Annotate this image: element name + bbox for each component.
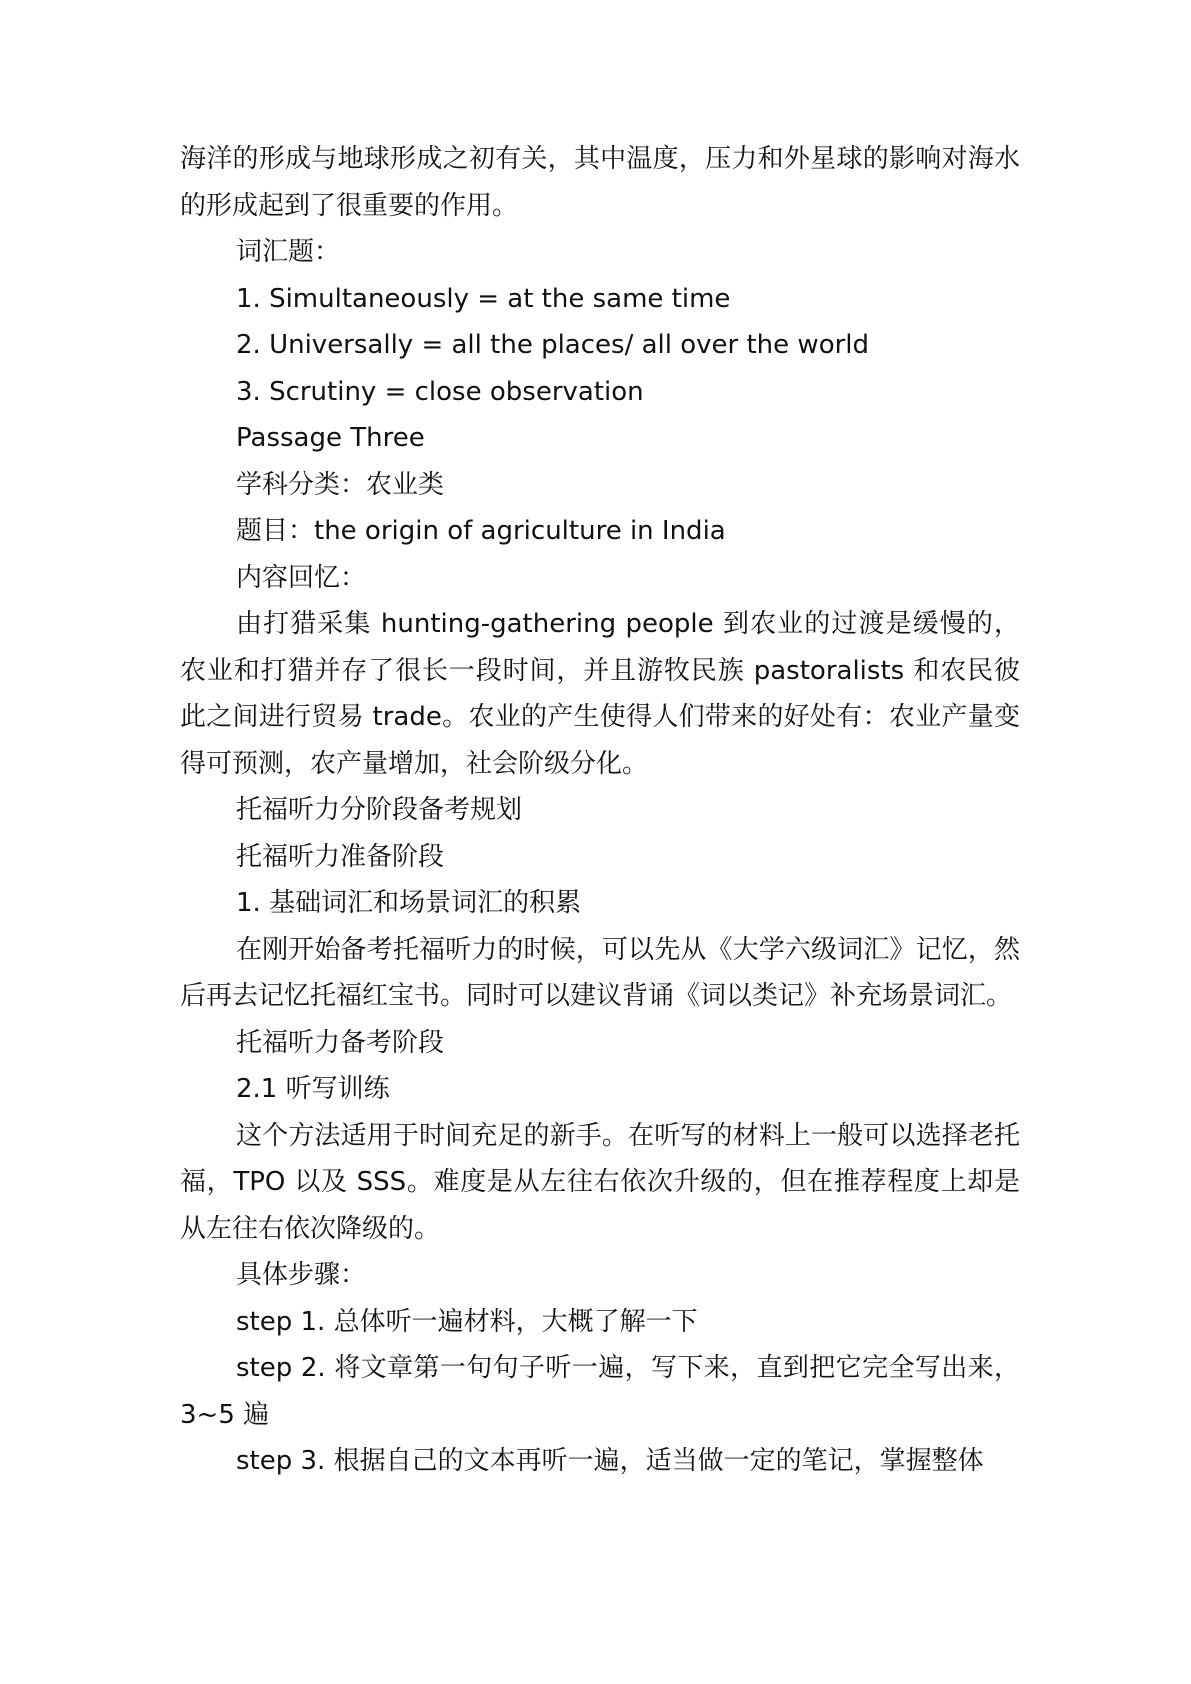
- passage-topic: 题目：the origin of agriculture in India: [236, 516, 726, 546]
- step-3: step 3. 根据自己的文本再听一遍，适当做一定的笔记，掌握整体: [236, 1446, 984, 1476]
- paragraph-vocabulary-advice: 在刚开始备考托福听力的时候，可以先从《大学六级词汇》记忆，然后再去记忆托福红宝书。同时可以建议背诵《词以类记》补充场景词汇。: [180, 934, 1020, 1011]
- vocabulary-item-3: 3. Scrutiny = close observation: [236, 376, 644, 407]
- step-1: step 1. 总体听一遍材料，大概了解一下: [236, 1306, 698, 1337]
- passage-three-heading: Passage Three: [236, 423, 425, 453]
- document-body: [180, 136, 1020, 1485]
- subheading-dictation-training: 2.1 听写训练: [236, 1074, 390, 1104]
- vocabulary-item-2: 2. Universally = all the places/ all over the world: [236, 330, 870, 360]
- steps-heading: 具体步骤：: [236, 1260, 367, 1290]
- subheading-vocabulary-accumulation: 1. 基础词汇和场景词汇的积累: [236, 888, 582, 918]
- step-2: step 2. 将文章第一句句子听一遍，写下来，直到把它完全写出来，3~5 遍: [180, 1353, 1020, 1430]
- section-heading-listening-plan: 托福听力分阶段备考规划: [236, 795, 523, 825]
- subject-category: 学科分类：农业类: [236, 469, 445, 500]
- section-heading-study-stage: 托福听力备考阶段: [236, 1027, 445, 1058]
- section-heading-preparation-stage: 托福听力准备阶段: [236, 841, 445, 872]
- paragraph-dictation-materials: 这个方法适用于时间充足的新手。在听写的材料上一般可以选择老托福，TPO 以及 SSS。难度是从左往右依次升级的，但在推荐程度上却是从左往右依次降级的。: [180, 1120, 1020, 1244]
- paragraph-ocean-formation: 海洋的形成与地球形成之初有关，其中温度，压力和外星球的影响对海水的形成起到了很重要的作用。: [180, 144, 1020, 221]
- content-recall-heading: 内容回忆：: [236, 562, 367, 593]
- paragraph-vocabulary-heading: 词汇题：: [236, 237, 341, 267]
- paragraph-agriculture-summary: 由打猎采集 hunting-gathering people 到农业的过渡是缓慢的，农业和打猎并存了很长一段时间，并且游牧民族 pastoralists 和农民彼此之间进行贸易 trade。农业的产生使得人们带来的好处有：农业产量变得可预测，农产量增加，社会阶级分化。: [180, 609, 1020, 779]
- vocabulary-item-1: 1. Simultaneously = at the same time: [236, 283, 731, 314]
